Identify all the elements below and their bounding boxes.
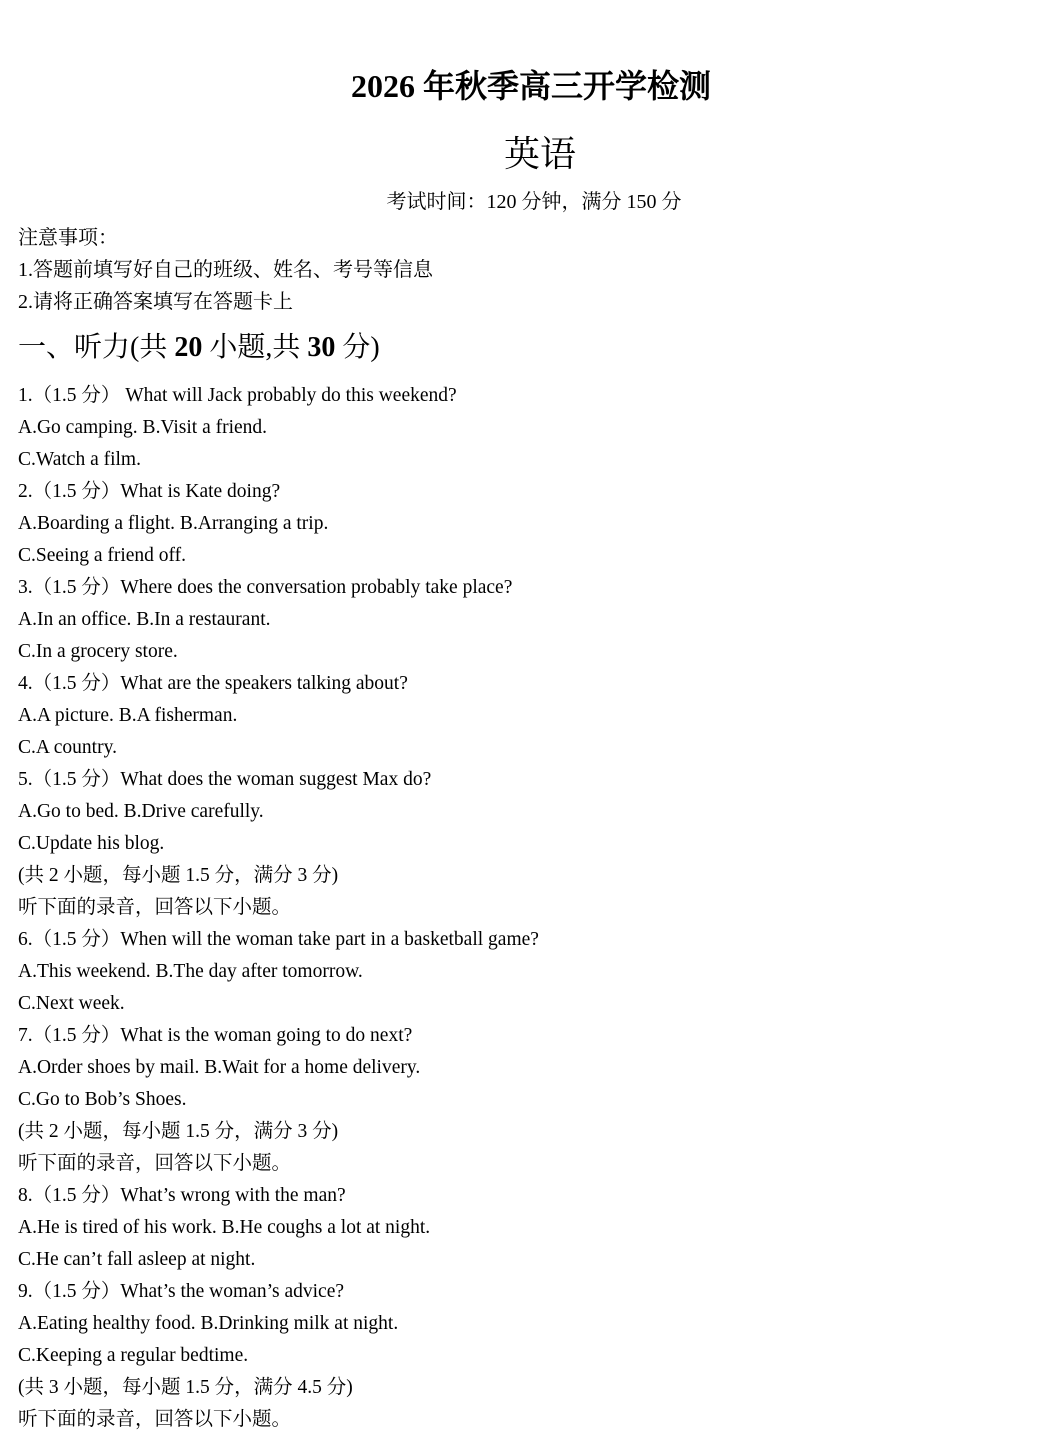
exam-title-text: 年秋季高三开学检测	[422, 68, 711, 104]
question-line: A.Eating healthy food. B.Drinking milk at night.	[18, 1313, 399, 1334]
section-points: 30	[307, 332, 336, 363]
notes-block	[18, 222, 1018, 318]
question-line: 5.（1.5 分）What does the woman suggest Max do?	[18, 769, 432, 790]
question-line: A.In an office. B.In a restaurant.	[18, 609, 271, 630]
question-line: 1.（1.5 分） What will Jack probably do this weekend?	[18, 385, 457, 406]
question-line: (共 3 小题，每小题 1.5 分，满分 4.5 分)	[18, 1377, 353, 1398]
question-line: A.Go to bed. B.Drive carefully.	[18, 801, 264, 822]
question-line: C.Update his blog.	[18, 833, 165, 854]
question-line: 7.（1.5 分）What is the woman going to do next?	[18, 1025, 413, 1046]
section-heading	[18, 328, 380, 368]
question-line: 3.（1.5 分）Where does the conversation probably take place?	[18, 577, 513, 598]
question-line: A.Order shoes by mail. B.Wait for a home delivery.	[18, 1057, 421, 1078]
question-line: C.In a grocery store.	[18, 641, 178, 662]
question-line: 听下面的录音，回答以下小题。	[18, 1153, 292, 1174]
section-middle: 小题,共	[202, 332, 308, 363]
question-line: 听下面的录音，回答以下小题。	[18, 897, 292, 918]
exam-title	[0, 64, 1062, 108]
question-line: 6.（1.5 分）When will the woman take part in a basketball game?	[18, 929, 539, 950]
question-line: C.Seeing a friend off.	[18, 545, 187, 566]
section-count: 20	[174, 332, 203, 363]
section-prefix: 一、听力(共	[18, 332, 175, 363]
question-line: (共 2 小题，每小题 1.5 分，满分 3 分)	[18, 865, 339, 886]
question-line: A.Go camping. B.Visit a friend.	[18, 417, 268, 438]
question-line: C.He can’t fall asleep at night.	[18, 1249, 256, 1270]
question-line: 9.（1.5 分）What’s the woman’s advice?	[18, 1281, 345, 1302]
exam-title-year: 2026	[350, 68, 415, 104]
question-line: C.Next week.	[18, 993, 125, 1014]
exam-info: 考试时间：120 分钟，满分 150 分	[386, 191, 682, 213]
question-line: C.Keeping a regular bedtime.	[18, 1345, 249, 1366]
notes-item: 1.答题前填写好自己的班级、姓名、考号等信息	[18, 259, 433, 281]
notes-item: 2.请将正确答案填写在答题卡上	[18, 291, 293, 313]
subject-heading: 英语	[503, 134, 576, 174]
question-line: 8.（1.5 分）What’s wrong with the man?	[18, 1185, 346, 1206]
question-line: C.A country.	[18, 737, 117, 758]
question-line: A.He is tired of his work. B.He coughs a lot at night.	[18, 1217, 431, 1238]
question-line: 4.（1.5 分）What are the speakers talking about?	[18, 673, 408, 694]
section-suffix: 分)	[335, 332, 380, 363]
notes-heading: 注意事项：	[18, 227, 118, 249]
question-line: C.Watch a film.	[18, 449, 141, 470]
question-line: (共 2 小题，每小题 1.5 分，满分 3 分)	[18, 1121, 339, 1142]
question-line: 听下面的录音，回答以下小题。	[18, 1409, 292, 1430]
question-list	[18, 380, 1048, 1436]
question-line: C.Go to Bob’s Shoes.	[18, 1089, 187, 1110]
question-line: A.Boarding a flight. B.Arranging a trip.	[18, 513, 329, 534]
question-line: A.This weekend. B.The day after tomorrow.	[18, 961, 363, 982]
question-line: 2.（1.5 分）What is Kate doing?	[18, 481, 281, 502]
question-line: A.A picture. B.A fisherman.	[18, 705, 238, 726]
